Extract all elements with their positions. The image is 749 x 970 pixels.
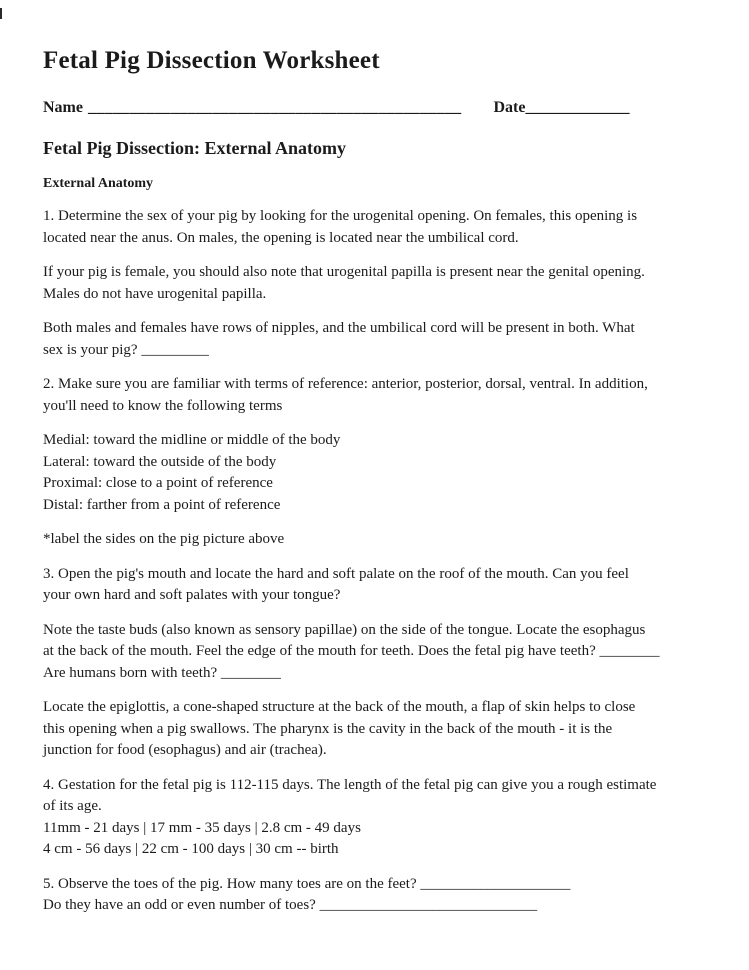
date-blank-line: _____________	[525, 99, 630, 116]
name-field	[43, 99, 465, 116]
paragraph-line: Distal: farther from a point of reference	[43, 496, 281, 513]
paragraph-line: Are humans born with teeth? ________	[43, 664, 281, 681]
paragraph-line: 2. Make sure you are familiar with terms of reference: anterior, posterior, dorsal, ventral. In addition,	[43, 376, 648, 392]
paragraph-line: 11mm - 21 days | 17 mm - 35 days | 2.8 cm - 49 days	[43, 819, 361, 836]
paragraph-line: at the back of the mouth. Feel the edge of the mouth for teeth. Does the fetal pig have teeth? ________	[43, 643, 660, 659]
paragraph-line: Proximal: close to a point of reference	[43, 475, 273, 491]
paragraph-line: *label the sides on the pig picture above	[43, 531, 285, 547]
date-field	[493, 99, 629, 116]
subsection-heading: External Anatomy	[43, 176, 154, 191]
paragraph-line: this opening when a pig swallows. The pharynx is the cavity in the back of the mouth - it is the	[43, 720, 613, 737]
paragraph-line: of its age.	[43, 798, 102, 814]
paragraph-line: Males do not have urogenital papilla.	[43, 285, 267, 302]
paragraph-line: 4. Gestation for the fetal pig is 112-115 days. The length of the fetal pig can give you a rough estimate	[43, 776, 657, 793]
date-label: Date	[493, 99, 526, 116]
paragraph-line: Both males and females have rows of nipples, and the umbilical cord will be present in both. What	[43, 320, 635, 336]
paragraph	[43, 620, 713, 685]
paragraph-line: Lateral: toward the outside of the body	[43, 453, 277, 470]
paragraph	[43, 874, 713, 917]
paragraph-line: junction for food (esophagus) and air (trachea).	[43, 742, 327, 758]
paragraph-line: located near the anus. On males, the opening is located near the umbilical cord.	[43, 229, 519, 246]
paragraph	[43, 775, 713, 861]
paragraph-line: sex is your pig? _________	[43, 341, 209, 358]
paragraph	[43, 529, 713, 551]
paragraph	[43, 262, 713, 305]
worksheet-body	[43, 206, 713, 917]
paragraph	[43, 374, 713, 417]
paragraph-line: 4 cm - 56 days | 22 cm - 100 days | 30 cm -- birth	[43, 841, 339, 857]
paragraph-line: 1. Determine the sex of your pig by looking for the urogenital opening. On females, this opening is	[43, 208, 638, 224]
paragraph	[43, 430, 713, 516]
name-blank-line: _____________________________________________	[87, 99, 462, 116]
paragraph	[43, 318, 713, 361]
paragraph-line: you'll need to know the following terms	[43, 397, 283, 414]
paragraph	[43, 697, 713, 762]
name-label: Name	[43, 99, 83, 116]
paragraph-line: If your pig is female, you should also note that urogenital papilla is present near the genital opening.	[43, 264, 645, 280]
paragraph-line: Note the taste buds (also known as sensory papillae) on the side of the tongue. Locate the esophagus	[43, 621, 646, 638]
page-title: Fetal Pig Dissection Worksheet	[43, 47, 380, 74]
paragraph-line: Medial: toward the midline or middle of the body	[43, 432, 341, 448]
scan-artifact	[0, 8, 2, 19]
paragraph-line: Do they have an odd or even number of toes? _____________________________	[43, 897, 538, 913]
paragraph-line: Locate the epiglottis, a cone-shaped structure at the back of the mouth, a flap of skin helps to close	[43, 699, 636, 715]
section-heading: Fetal Pig Dissection: External Anatomy	[43, 138, 346, 158]
paragraph-line: 5. Observe the toes of the pig. How many toes are on the feet? ____________________	[43, 875, 571, 892]
paragraph-line: 3. Open the pig's mouth and locate the hard and soft palate on the roof of the mouth. Can you feel	[43, 565, 629, 582]
name-date-row	[43, 97, 713, 119]
paragraph-line: your own hard and soft palates with your tongue?	[43, 587, 341, 603]
paragraph	[43, 206, 713, 249]
paragraph	[43, 564, 713, 607]
